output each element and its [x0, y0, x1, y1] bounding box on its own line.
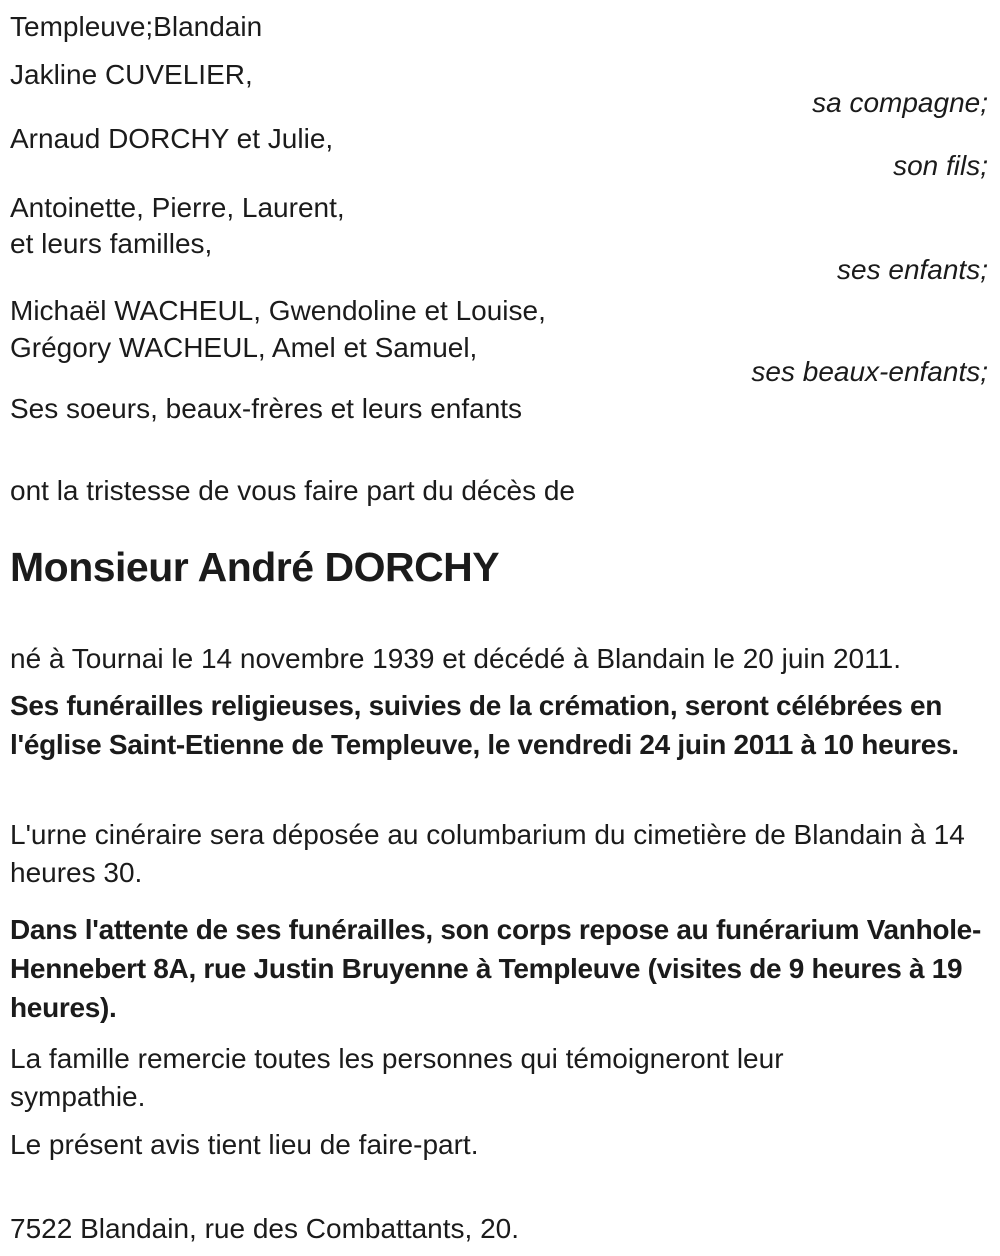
relation-label: son fils;: [893, 150, 988, 181]
thanks-notice-paragraph: La famille remercie toutes les personnes qui témoigneront leur sympathie.: [10, 1043, 784, 1112]
legal-notice-line: Le présent avis tient lieu de faire-part.: [10, 1129, 479, 1160]
urn-notice-paragraph: L'urne cinéraire sera déposée au columbarium du cimetière de Blandain à 14 heures 30.: [10, 819, 965, 888]
relation-label: ses enfants;: [837, 254, 988, 285]
mourner-name: et leurs familles,: [10, 228, 213, 259]
mourner-name: Arnaud DORCHY et Julie,: [10, 123, 334, 154]
birth-death-line: né à Tournai le 14 novembre 1939 et décédé à Blandain le 20 juin 2011.: [10, 643, 901, 674]
mourner-name: Grégory WACHEUL, Amel et Samuel,: [10, 332, 478, 363]
announcement-intro: ont la tristesse de vous faire part du décès de: [10, 475, 575, 506]
city-line: Templeuve;Blandain: [10, 11, 263, 42]
funeral-notice-paragraph: Ses funérailles religieuses, suivies de la crémation, seront célébrées en l'église Saint-Etienne de Templeuve, le vendredi 24 juin 2011 à 10 heures.: [10, 690, 959, 760]
relation-label: ses beaux-enfants;: [751, 356, 988, 387]
mourner-name: Jakline CUVELIER,: [10, 59, 253, 90]
mourner-name: Michaël WACHEUL, Gwendoline et Louise,: [10, 295, 546, 326]
address-line: 7522 Blandain, rue des Combattants, 20.: [10, 1213, 520, 1244]
relation-label: sa compagne;: [812, 87, 988, 118]
mourner-name: Antoinette, Pierre, Laurent,: [10, 192, 345, 223]
repose-notice-paragraph: Dans l'attente de ses funérailles, son corps repose au funérarium Vanhole-Hennebert 8A, rue Justin Bruyenne à Templeuve (visites de 9 heures à 19 heures).: [10, 914, 981, 1023]
deceased-name-heading: Monsieur André DORCHY: [10, 544, 500, 590]
mourner-name: Ses soeurs, beaux-frères et leurs enfants: [10, 393, 523, 424]
